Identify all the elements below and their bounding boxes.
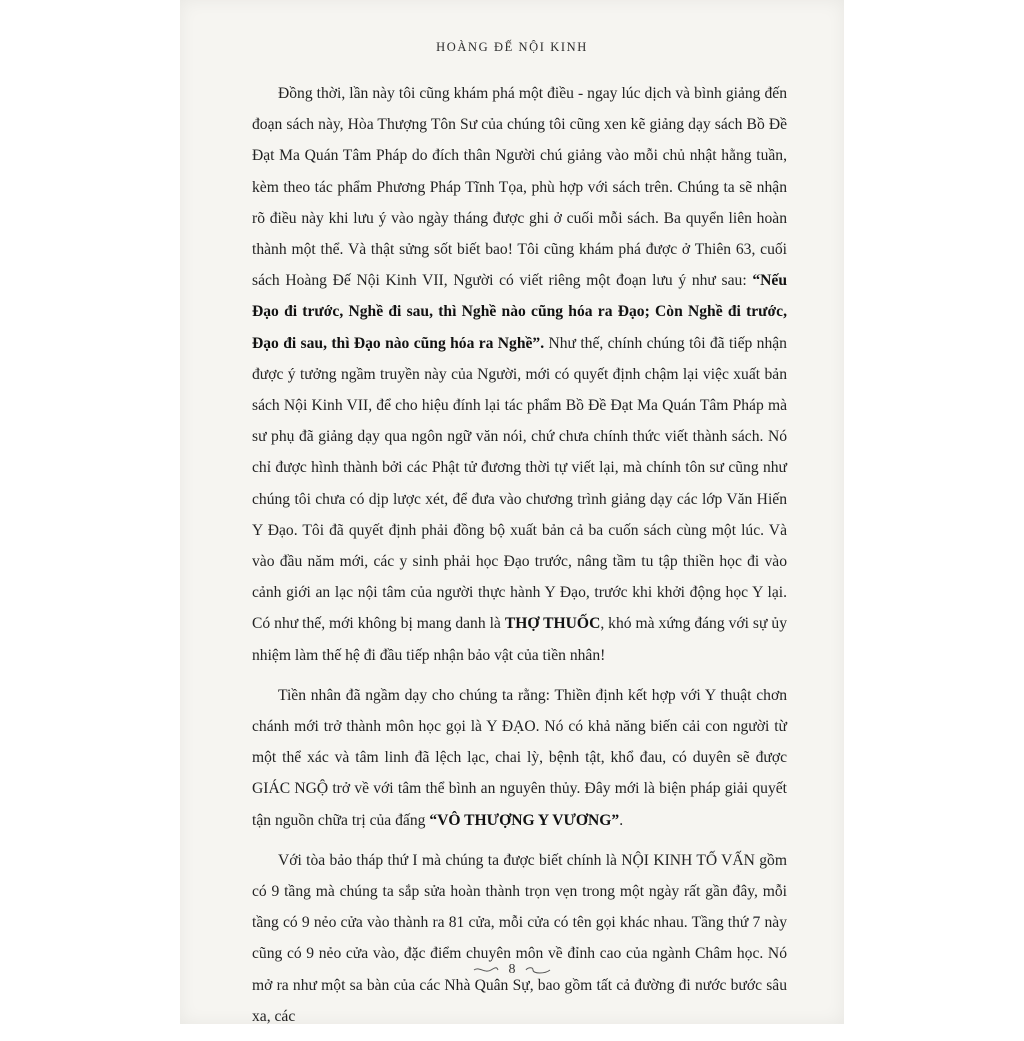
page-body — [252, 78, 787, 1041]
paragraph-1-text-2: Như thế, chính chúng tôi đã tiếp nhận được ý tưởng ngầm truyền này của Người, mới có quyết định chậm lại việc xuất bản sách Nội Kinh VII, để cho hiệu đính lại tác phẩm Bồ Đề Đạt Ma Quán Tâm Pháp mà sư phụ đã giảng dạy qua ngôn ngữ văn nói, chứ chưa chính thức viết thành sách. Nó chỉ được hình thành bởi các Phật tử đương thời tự viết lại, mà chính tôn sư cũng như chúng tôi chưa có dịp lược xét, để đưa vào chương trình giảng dạy các lớp Văn Hiến Y Đạo. Tôi đã quyết định phải đồng bộ xuất bản cả ba cuốn sách cùng một lúc. Và vào đầu năm mới, các y sinh phải học Đạo trước, nâng tầm tu tập thiền học đi vào cảnh giới an lạc nội tâm của người thực hành Y Đạo, trước khi khởi động học Y lại. Có như thế, mới không bị mang danh là — [252, 334, 787, 633]
paragraph-2-text-1: Tiền nhân đã ngầm dạy cho chúng ta rằng: Thiền định kết hợp với Y thuật chơn chánh mới trở thành môn học gọi là Y ĐẠO. Nó có khả năng biến cải con người từ một thể xác và tâm linh đã lệch lạc, chai lỳ, bệnh tật, khổ đau, có duyên sẽ được GIÁC NGỘ trở về với tâm thể bình an nguyên thủy. Đây mới là biện pháp giải quyết tận nguồn chữa trị của đấng — [252, 686, 787, 829]
running-head: HOÀNG ĐẾ NỘI KINH — [436, 40, 588, 54]
paragraph-1-quote-bold: “Nếu Đạo đi trước, Nghề đi sau, thì Nghề nào cũng hóa ra Đạo; Còn Nghề đi trước, Đạo đi sau, thì Đạo nào cũng hóa ra Nghề”. — [252, 272, 787, 352]
paragraph-2-title-bold: “VÔ THƯỢNG Y VƯƠNG” — [429, 811, 620, 829]
paragraph-1-term-bold: THỢ THUỐC — [504, 615, 601, 633]
page-folio — [180, 962, 844, 978]
left-ornament-icon — [473, 966, 499, 974]
paragraph-1 — [252, 78, 787, 671]
paragraph-1-text-1: Đồng thời, lần này tôi cũng khám phá một điều - ngay lúc dịch và bình giảng đến đoạn sách này, Hòa Thượng Tôn Sư của chúng tôi cũng xen kẽ giảng dạy sách Bồ Đề Đạt Ma Quán Tâm Pháp do đích thân Người chú giảng vào mỗi chủ nhật hằng tuần, kèm theo tác phẩm Phương Pháp Tĩnh Tọa, phù hợp với sách trên. Chúng ta sẽ nhận rõ điều này khi lưu ý vào ngày tháng được ghi ở cuối mỗi sách. Ba quyển liên hoàn thành một thể. Và thật sửng sốt biết bao! Tôi cũng khám phá được ở Thiên 63, cuối sách Hoàng Đế Nội Kinh VII, Người có viết riêng một đoạn lưu ý như sau: — [252, 85, 787, 290]
paragraph-3-text-1: Với tòa bảo tháp thứ I mà chúng ta được biết chính là NỘI KINH TỐ VẤN gồm có 9 tầng mà chúng ta sắp sửa hoàn thành trọn vẹn trong một ngày rất gần đây, mỗi tầng có 9 nẻo cửa vào thành ra 81 cửa, mỗi cửa có tên gọi khác nhau. Tầng thứ 7 này cũng có 9 nẻo cửa vào, đặc điểm chuyên môn về đỉnh cao của ngành Châm học. Nó mở ra như một sa bàn của các Nhà Quân Sự, bao gồm tất cả đường đi nước bước sâu xa, các — [252, 851, 787, 1025]
page-number: 8 — [508, 962, 516, 977]
right-ornament-icon — [525, 966, 551, 974]
book-page — [180, 0, 844, 1024]
paragraph-3 — [252, 845, 787, 1032]
paragraph-2-text-2: . — [619, 811, 624, 829]
paragraph-2 — [252, 680, 787, 836]
paragraph-1-text-3: , khó mà xứng đáng với sự ủy nhiệm làm thế hệ đi đầu tiếp nhận bảo vật của tiền nhân! — [252, 615, 787, 664]
